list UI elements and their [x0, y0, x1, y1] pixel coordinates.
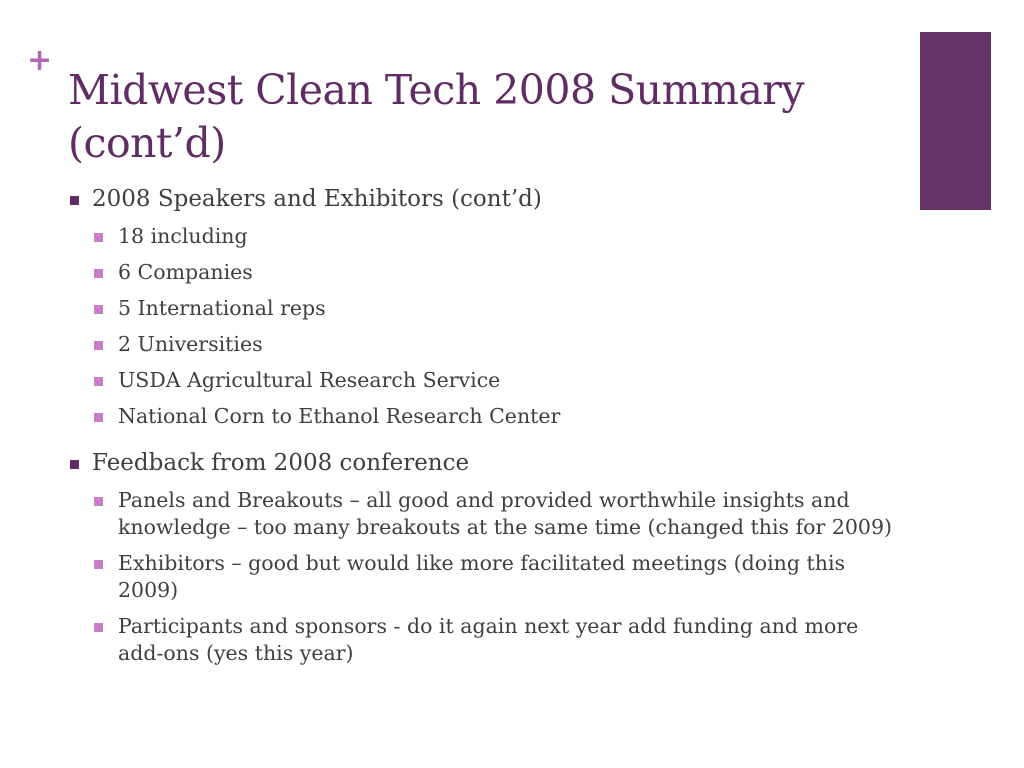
slide-title-line-2: (cont’d) — [68, 119, 226, 167]
section-spacer — [68, 430, 898, 448]
sub-bullet: USDA Agricultural Research Service — [68, 367, 898, 394]
sub-bullet: 6 Companies — [68, 259, 898, 286]
slide-body — [68, 184, 898, 667]
slide-title-line-1: Midwest Clean Tech 2008 Summary — [68, 66, 805, 114]
slide-title — [68, 64, 868, 170]
plus-icon: + — [27, 43, 53, 78]
sub-bullet: 2 Universities — [68, 331, 898, 358]
sub-bullet: Participants and sponsors - do it again next year add funding and more add-ons (yes this year) — [68, 613, 898, 667]
sub-bullet: Exhibitors – good but would like more facilitated meetings (doing this 2009) — [68, 550, 898, 604]
sub-bullet: 5 International reps — [68, 295, 898, 322]
sub-bullet: National Corn to Ethanol Research Center — [68, 403, 898, 430]
bullet-feedback: Feedback from 2008 conference — [68, 448, 898, 478]
sub-bullet: Panels and Breakouts – all good and provided worthwhile insights and knowledge – too many breakouts at the same time (changed this for 2009) — [68, 487, 898, 541]
sub-bullet: 18 including — [68, 223, 898, 250]
bullet-speakers-exhibitors: 2008 Speakers and Exhibitors (cont’d) — [68, 184, 898, 214]
accent-bar — [920, 32, 991, 210]
